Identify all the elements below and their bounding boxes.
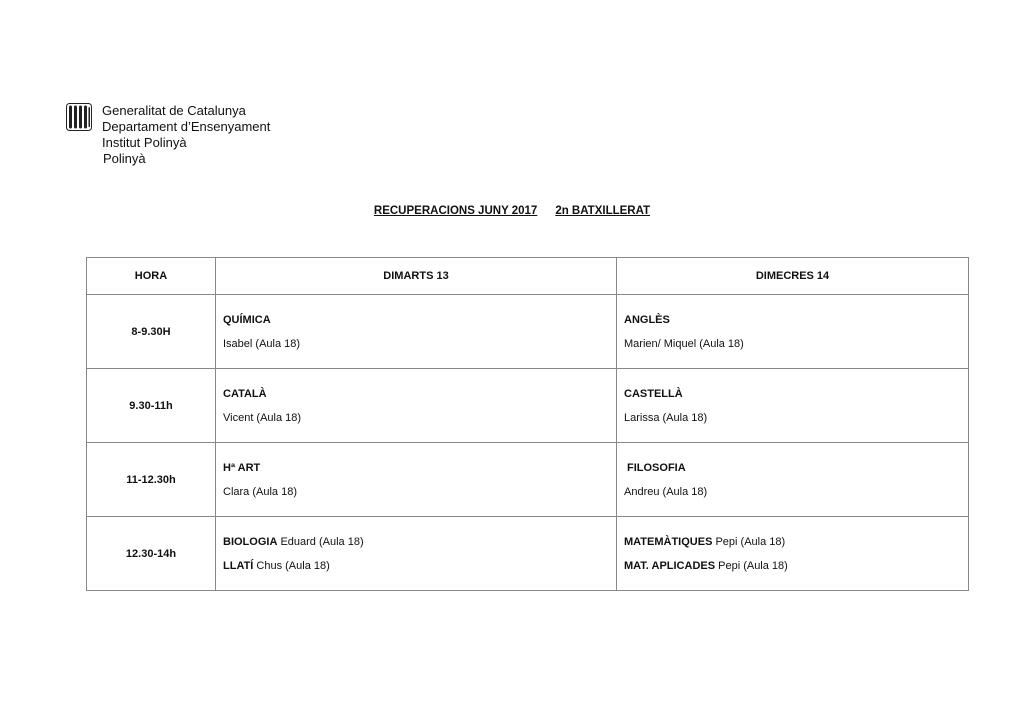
subject-detail: Eduard (Aula 18) — [277, 535, 364, 548]
subject-label: ANGLÈS — [624, 313, 670, 326]
column-header-hora: HORA — [87, 258, 216, 295]
dimarts-cell — [216, 443, 617, 517]
subject-detail: Isabel (Aula 18) — [223, 337, 301, 350]
title-part-1: RECUPERACIONS JUNY 2017 — [373, 205, 538, 217]
table-row — [87, 443, 969, 517]
column-header-dimecres: DIMECRES 14 — [617, 258, 969, 295]
document-title — [0, 205, 1024, 217]
letterhead-line-2: Departament d’Ensenyament — [102, 119, 271, 134]
subject-detail: Pepi (Aula 18) — [712, 535, 786, 548]
subject-detail: Clara (Aula 18) — [223, 485, 297, 498]
subject-detail: Marien/ Miquel (Aula 18) — [624, 337, 744, 350]
subject-detail: Andreu (Aula 18) — [624, 485, 708, 498]
hour-cell: 12.30-14h — [87, 517, 216, 591]
schedule-table — [86, 257, 969, 591]
hour-cell: 9.30-11h — [87, 369, 216, 443]
subject-label: CASTELLÀ — [624, 387, 683, 400]
dimecres-cell — [617, 295, 969, 369]
subject-label: MAT. APLICADES — [624, 559, 716, 572]
letterhead-line-3: Institut Polinyà — [102, 135, 187, 150]
subject-detail: Pepi (Aula 18) — [715, 559, 788, 572]
letterhead-line-4: Polinyà — [103, 151, 146, 166]
table-row — [87, 517, 969, 591]
table-row — [87, 295, 969, 369]
subject-label: LLATÍ — [223, 559, 254, 572]
subject-label: Hª ART — [223, 461, 261, 474]
generalitat-logo-icon — [66, 103, 92, 131]
subject-detail: Larissa (Aula 18) — [624, 411, 708, 424]
dimecres-cell — [617, 369, 969, 443]
subject-label: QUÍMICA — [223, 313, 271, 326]
title-part-2: 2n BATXILLERAT — [555, 205, 651, 217]
dimarts-cell — [216, 369, 617, 443]
subject-label: FILOSOFIA — [627, 461, 686, 474]
dimarts-cell — [216, 517, 617, 591]
dimecres-cell — [617, 517, 969, 591]
hour-cell: 8-9.30H — [87, 295, 216, 369]
hour-cell: 11-12.30h — [87, 443, 216, 517]
table-row — [87, 369, 969, 443]
subject-label: MATEMÀTIQUES — [624, 535, 713, 548]
subject-label: BIOLOGIA — [223, 535, 278, 548]
column-header-dimarts: DIMARTS 13 — [216, 258, 617, 295]
letterhead-text — [102, 103, 270, 167]
subject-label: CATALÀ — [223, 387, 267, 400]
dimarts-cell — [216, 295, 617, 369]
table-header-row — [87, 258, 969, 295]
letterhead-line-1: Generalitat de Catalunya — [102, 103, 246, 118]
subject-detail: Chus (Aula 18) — [253, 559, 330, 572]
subject-detail: Vicent (Aula 18) — [223, 411, 302, 424]
dimecres-cell — [617, 443, 969, 517]
